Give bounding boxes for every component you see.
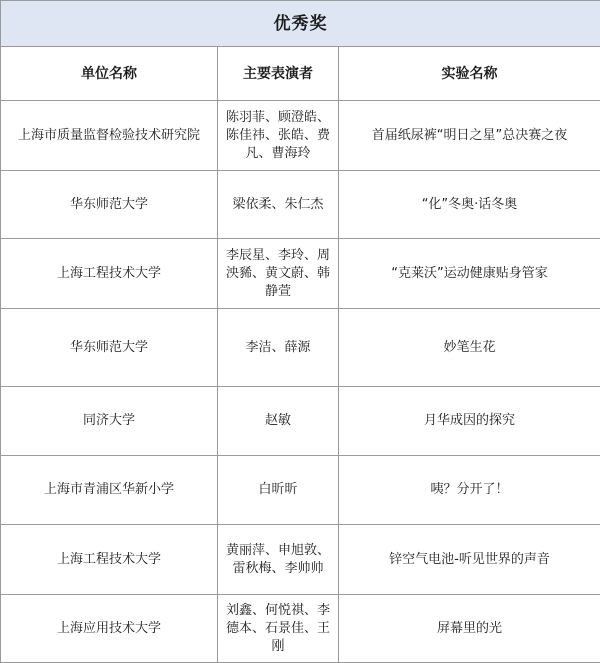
cell-unit: 上海工程技术大学 xyxy=(1,525,218,595)
cell-experiment: 月华成因的探究 xyxy=(339,387,600,456)
cell-experiment: 首届纸尿裤“明日之星”总决赛之夜 xyxy=(339,101,600,171)
table-row xyxy=(1,239,600,309)
table-row xyxy=(1,387,600,456)
table-row xyxy=(1,595,600,663)
title-row xyxy=(1,1,600,47)
cell-experiment: 妙笔生花 xyxy=(339,309,600,387)
header-performers: 主要表演者 xyxy=(218,47,339,101)
cell-performers: 赵敏 xyxy=(218,387,339,456)
cell-performers: 黄丽萍、申旭敦、雷秋梅、李帅帅 xyxy=(218,525,339,595)
header-unit: 单位名称 xyxy=(1,47,218,101)
cell-performers: 李洁、薛源 xyxy=(218,309,339,387)
cell-experiment: 咦？分开了！ xyxy=(339,456,600,525)
table-row xyxy=(1,456,600,525)
cell-unit: 同济大学 xyxy=(1,387,218,456)
cell-performers: 陈羽菲、顾澄皓、陈佳祎、张皓、费凡、曹海玲 xyxy=(218,101,339,171)
cell-unit: 华东师范大学 xyxy=(1,309,218,387)
header-experiment: 实验名称 xyxy=(339,47,600,101)
cell-performers: 刘鑫、何悦祺、李德本、石景佳、王刚 xyxy=(218,595,339,663)
table-row xyxy=(1,171,600,239)
cell-unit: 上海工程技术大学 xyxy=(1,239,218,309)
header-row xyxy=(1,47,600,101)
cell-experiment: “克莱沃”运动健康贴身管家 xyxy=(339,239,600,309)
cell-unit: 上海市青浦区华新小学 xyxy=(1,456,218,525)
cell-performers: 梁依柔、朱仁杰 xyxy=(218,171,339,239)
cell-performers: 白昕昕 xyxy=(218,456,339,525)
cell-unit: 上海应用技术大学 xyxy=(1,595,218,663)
cell-experiment: “化”冬奥·话冬奥 xyxy=(339,171,600,239)
table-row xyxy=(1,309,600,387)
table-title: 优秀奖 xyxy=(1,1,600,47)
cell-experiment: 锌空气电池-听见世界的声音 xyxy=(339,525,600,595)
table-row xyxy=(1,525,600,595)
table-row xyxy=(1,101,600,171)
cell-unit: 华东师范大学 xyxy=(1,171,218,239)
cell-performers: 李辰星、李玲、周泱豨、黄文蔚、韩静萱 xyxy=(218,239,339,309)
cell-experiment: 屏幕里的光 xyxy=(339,595,600,663)
cell-unit: 上海市质量监督检验技术研究院 xyxy=(1,101,218,171)
